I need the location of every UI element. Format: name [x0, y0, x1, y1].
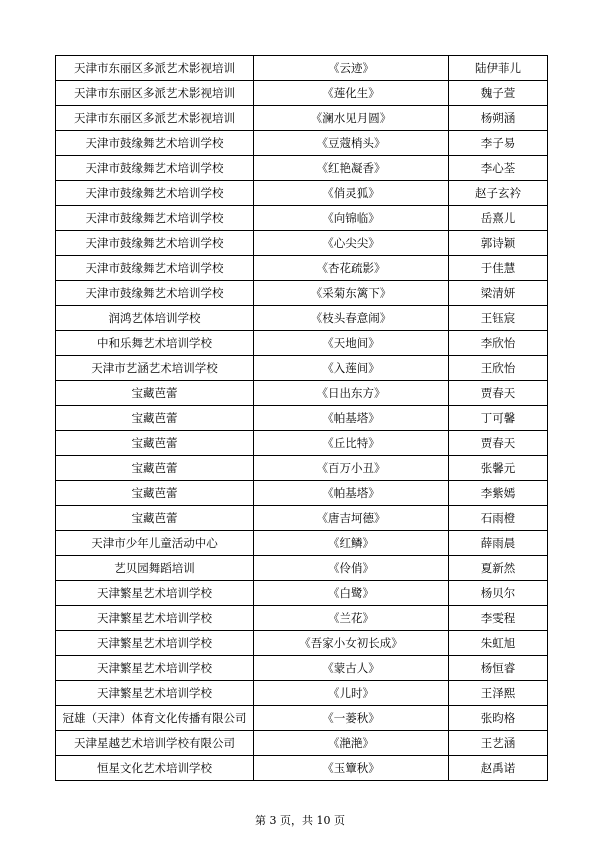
- roster-table-body: [56, 56, 548, 781]
- organization-cell: 宝藏芭蕾: [56, 381, 254, 406]
- table-row: [56, 481, 548, 506]
- performer-name-cell: 夏新然: [449, 556, 548, 581]
- performer-name-cell: 李雯程: [449, 606, 548, 631]
- work-title-cell: 《百万小丑》: [254, 456, 449, 481]
- table-row: [56, 281, 548, 306]
- table-row: [56, 156, 548, 181]
- organization-cell: 天津市鼓缘舞艺术培训学校: [56, 181, 254, 206]
- organization-cell: 天津市鼓缘舞艺术培训学校: [56, 131, 254, 156]
- work-title-cell: 《杏花疏影》: [254, 256, 449, 281]
- table-row: [56, 531, 548, 556]
- table-row: [56, 181, 548, 206]
- organization-cell: 宝藏芭蕾: [56, 506, 254, 531]
- table-row: [56, 706, 548, 731]
- table-row: [56, 306, 548, 331]
- organization-cell: 天津繁星艺术培训学校: [56, 681, 254, 706]
- performer-name-cell: 杨恒睿: [449, 656, 548, 681]
- table-row: [56, 106, 548, 131]
- organization-cell: 中和乐舞艺术培训学校: [56, 331, 254, 356]
- organization-cell: 天津市艺涵艺术培训学校: [56, 356, 254, 381]
- performer-name-cell: 岳熹儿: [449, 206, 548, 231]
- table-row: [56, 731, 548, 756]
- organization-cell: 天津市鼓缘舞艺术培训学校: [56, 206, 254, 231]
- table-row: [56, 431, 548, 456]
- organization-cell: 天津市东丽区多派艺术影视培训: [56, 81, 254, 106]
- table-row: [56, 581, 548, 606]
- organization-cell: 天津繁星艺术培训学校: [56, 656, 254, 681]
- work-title-cell: 《帕基塔》: [254, 406, 449, 431]
- organization-cell: 天津市鼓缘舞艺术培训学校: [56, 156, 254, 181]
- work-title-cell: 《云迹》: [254, 56, 449, 81]
- work-title-cell: 《入莲间》: [254, 356, 449, 381]
- performer-name-cell: 王欣怡: [449, 356, 548, 381]
- performer-name-cell: 石雨橙: [449, 506, 548, 531]
- performer-name-cell: 薛雨晨: [449, 531, 548, 556]
- performer-name-cell: 贾春天: [449, 381, 548, 406]
- organization-cell: 天津市东丽区多派艺术影视培训: [56, 106, 254, 131]
- work-title-cell: 《采菊东篱下》: [254, 281, 449, 306]
- work-title-cell: 《吾家小女初长成》: [254, 631, 449, 656]
- organization-cell: 宝藏芭蕾: [56, 481, 254, 506]
- work-title-cell: 《兰花》: [254, 606, 449, 631]
- organization-cell: 天津繁星艺术培训学校: [56, 581, 254, 606]
- performer-name-cell: 陆伊菲儿: [449, 56, 548, 81]
- organization-cell: 天津星越艺术培训学校有限公司: [56, 731, 254, 756]
- organization-cell: 宝藏芭蕾: [56, 406, 254, 431]
- work-title-cell: 《澜水见月圆》: [254, 106, 449, 131]
- organization-cell: 天津市东丽区多派艺术影视培训: [56, 56, 254, 81]
- work-title-cell: 《红鳞》: [254, 531, 449, 556]
- work-title-cell: 《豆蔻梢头》: [254, 131, 449, 156]
- work-title-cell: 《滟滟》: [254, 731, 449, 756]
- work-title-cell: 《玉簟秋》: [254, 756, 449, 781]
- organization-cell: 天津市鼓缘舞艺术培训学校: [56, 281, 254, 306]
- table-row: [56, 681, 548, 706]
- table-row: [56, 356, 548, 381]
- table-row: [56, 631, 548, 656]
- performer-name-cell: 杨贝尔: [449, 581, 548, 606]
- performer-name-cell: 李欣怡: [449, 331, 548, 356]
- performer-name-cell: 王泽熙: [449, 681, 548, 706]
- table-row: [56, 206, 548, 231]
- table-row: [56, 406, 548, 431]
- performer-name-cell: 张馨元: [449, 456, 548, 481]
- performer-name-cell: 贾春天: [449, 431, 548, 456]
- table-row: [56, 331, 548, 356]
- work-title-cell: 《心尖尖》: [254, 231, 449, 256]
- organization-cell: 天津市鼓缘舞艺术培训学校: [56, 256, 254, 281]
- page-footer: 第 3 页，共 10 页: [255, 814, 345, 827]
- performer-name-cell: 赵禹诺: [449, 756, 548, 781]
- roster-table: [55, 55, 548, 781]
- organization-cell: 天津市少年儿童活动中心: [56, 531, 254, 556]
- work-title-cell: 《丘比特》: [254, 431, 449, 456]
- work-title-cell: 《莲化生》: [254, 81, 449, 106]
- performer-name-cell: 于佳慧: [449, 256, 548, 281]
- performer-name-cell: 梁清妍: [449, 281, 548, 306]
- organization-cell: 冠雄（天津）体育文化传播有限公司: [56, 706, 254, 731]
- table-row: [56, 381, 548, 406]
- table-row: [56, 256, 548, 281]
- work-title-cell: 《日出东方》: [254, 381, 449, 406]
- organization-cell: 艺贝园舞蹈培训: [56, 556, 254, 581]
- table-row: [56, 756, 548, 781]
- table-row: [56, 231, 548, 256]
- performer-name-cell: 杨朔涵: [449, 106, 548, 131]
- table-row: [56, 506, 548, 531]
- work-title-cell: 《红艳凝香》: [254, 156, 449, 181]
- performer-name-cell: 魏子萱: [449, 81, 548, 106]
- work-title-cell: 《白鹭》: [254, 581, 449, 606]
- table-row: [56, 81, 548, 106]
- organization-cell: 天津繁星艺术培训学校: [56, 606, 254, 631]
- performer-name-cell: 王钰宸: [449, 306, 548, 331]
- performer-name-cell: 张昀格: [449, 706, 548, 731]
- organization-cell: 润鸿艺体培训学校: [56, 306, 254, 331]
- performer-name-cell: 朱虹旭: [449, 631, 548, 656]
- work-title-cell: 《伶俏》: [254, 556, 449, 581]
- work-title-cell: 《枝头春意闹》: [254, 306, 449, 331]
- organization-cell: 恒星文化艺术培训学校: [56, 756, 254, 781]
- work-title-cell: 《儿时》: [254, 681, 449, 706]
- organization-cell: 天津市鼓缘舞艺术培训学校: [56, 231, 254, 256]
- table-row: [56, 131, 548, 156]
- performer-name-cell: 李紫嫣: [449, 481, 548, 506]
- work-title-cell: 《俏灵狐》: [254, 181, 449, 206]
- work-title-cell: 《向锦临》: [254, 206, 449, 231]
- table-row: [56, 606, 548, 631]
- performer-name-cell: 王艺涵: [449, 731, 548, 756]
- table-row: [56, 56, 548, 81]
- table-row: [56, 656, 548, 681]
- work-title-cell: 《天地间》: [254, 331, 449, 356]
- work-title-cell: 《蒙古人》: [254, 656, 449, 681]
- performer-name-cell: 李心荃: [449, 156, 548, 181]
- organization-cell: 天津繁星艺术培训学校: [56, 631, 254, 656]
- organization-cell: 宝藏芭蕾: [56, 431, 254, 456]
- performer-name-cell: 李子易: [449, 131, 548, 156]
- performer-name-cell: 赵子玄衿: [449, 181, 548, 206]
- work-title-cell: 《一蒌秋》: [254, 706, 449, 731]
- performer-name-cell: 丁可馨: [449, 406, 548, 431]
- work-title-cell: 《唐吉坷德》: [254, 506, 449, 531]
- work-title-cell: 《帕基塔》: [254, 481, 449, 506]
- organization-cell: 宝藏芭蕾: [56, 456, 254, 481]
- table-row: [56, 556, 548, 581]
- performer-name-cell: 郭诗颖: [449, 231, 548, 256]
- table-row: [56, 456, 548, 481]
